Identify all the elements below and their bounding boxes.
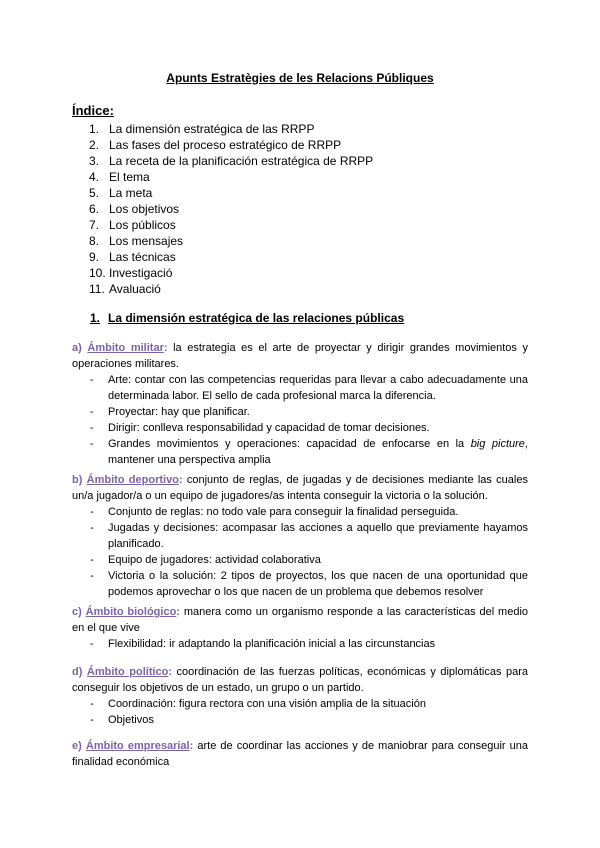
toc-item	[89, 185, 373, 201]
list-item: - Jugadas y decisiones: acompasar las acciones a aquello que previamente hayamos planificado.	[90, 522, 528, 550]
toc-item	[89, 153, 373, 169]
list-item: - Dirigir: conlleva responsabilidad y capacidad de tomar decisiones.	[90, 422, 430, 434]
toc-number: 4.	[89, 170, 100, 184]
bullet-list-d	[72, 696, 528, 728]
toc-item	[89, 121, 373, 137]
label-text: Ámbito empresarial	[85, 740, 190, 752]
section-number: 1.	[90, 311, 101, 325]
list-item: - Equipo de jugadores: actividad colaborativa	[90, 554, 321, 566]
paragraph-c	[72, 604, 528, 636]
toc-item	[89, 265, 373, 281]
section-e	[72, 738, 528, 770]
bullet-text: Proyectar: hay que planificar.	[108, 406, 250, 418]
toc-text: Las técnicas	[109, 250, 176, 264]
label-prefix: c)	[72, 606, 86, 618]
section-title: La dimensión estratégica de las relaciones públicas	[108, 311, 405, 325]
label-c	[72, 606, 180, 618]
document-title: Apunts Estratègies de les Relacions Públiques	[166, 71, 434, 85]
bullet-text-pre: Grandes movimientos y operaciones: capacidad de enfocarse en la	[108, 438, 471, 450]
toc-number: 3.	[89, 154, 100, 168]
toc-text: El tema	[109, 170, 150, 184]
toc-text: Los objetivos	[109, 202, 180, 216]
section-b	[72, 472, 528, 600]
toc-number: 5.	[89, 186, 100, 200]
paragraph-e	[72, 738, 528, 770]
toc-text: Avaluació	[109, 282, 161, 296]
paragraph-b	[72, 472, 528, 504]
bullet-text: Victoria o la solución: 2 tipos de proyectos, los que nacen de una oportunidad que podemos aprovechar o los que nacen de un problema que debemos resolver	[108, 570, 528, 598]
toc-number: 9.	[89, 250, 100, 264]
paragraph-text: manera como un organismo responde a las características del medio en el que vive	[72, 606, 529, 634]
paragraph-text: la estrategia es el arte de proyectar y dirigir grandes movimientos y operaciones militares.	[72, 342, 529, 370]
label-prefix: d)	[72, 666, 87, 678]
label-prefix: b)	[72, 474, 87, 486]
bullet-text: Conjunto de reglas: no todo vale para conseguir la finalidad perseguida.	[108, 506, 459, 518]
toc-item	[89, 233, 373, 249]
label-colon: :	[168, 666, 173, 678]
toc-number: 11.	[89, 282, 105, 296]
toc-item	[89, 281, 373, 297]
label-text: Ámbito biológico	[85, 606, 177, 618]
toc-number: 7.	[89, 218, 100, 232]
list-item: - Conjunto de reglas: no todo vale para conseguir la finalidad perseguida.	[90, 506, 459, 518]
bullet-list-b	[72, 504, 528, 600]
label-colon: :	[163, 342, 168, 354]
list-item: - Flexibilidad: ir adaptando la planificación inicial a las circunstancias	[90, 638, 436, 650]
bullet-list-c	[72, 636, 528, 652]
toc-number: 2.	[89, 138, 100, 152]
label-b	[72, 474, 183, 486]
bullet-list-a	[72, 372, 528, 468]
bullet-text: Equipo de jugadores: actividad colaborativa	[108, 554, 321, 566]
index-heading: Índice:	[72, 103, 114, 118]
toc-number: 8.	[89, 234, 100, 248]
toc-item	[89, 169, 373, 185]
list-item: - Coordinación: figura rectora con una visión amplia de la situación	[90, 698, 426, 710]
section-c	[72, 604, 528, 652]
bullet-text: Dirigir: conlleva responsabilidad y capacidad de tomar decisiones.	[108, 422, 430, 434]
bullet-text: Jugadas y decisiones: acompasar las acciones a aquello que previamente hayamos planificado.	[108, 522, 528, 550]
label-prefix: a)	[72, 342, 88, 354]
table-of-contents	[89, 121, 373, 297]
toc-item	[89, 201, 373, 217]
toc-text: La dimensión estratégica de las RRPP	[109, 122, 315, 136]
toc-item	[89, 137, 373, 153]
section-a	[72, 340, 528, 468]
bullet-text: Coordinación: figura rectora con una visión amplia de la situación	[108, 698, 426, 710]
bullet-text: Objetivos	[108, 714, 154, 726]
toc-text: Los públicos	[109, 218, 176, 232]
label-d	[72, 666, 172, 678]
toc-text: Los mensajes	[109, 234, 184, 248]
toc-number: 10.	[89, 266, 106, 280]
label-prefix: e)	[72, 740, 86, 752]
list-item: - Victoria o la solución: 2 tipos de proyectos, los que nacen de una oportunidad que podemos aprovechar o los que nacen de un problema que debemos resolver	[90, 570, 528, 598]
bullet-text-post: , mantener una perspectiva amplia	[108, 438, 528, 466]
paragraph-d	[72, 664, 528, 696]
label-a	[72, 342, 168, 354]
label-colon: :	[176, 606, 180, 618]
label-colon: :	[189, 740, 194, 752]
list-item: - Proyectar: hay que planificar.	[90, 406, 250, 418]
paragraph-text: arte de coordinar las acciones y de maniobrar para conseguir una finalidad económica	[72, 740, 529, 768]
bullet-text-italic: big picture	[470, 438, 525, 450]
label-text: Ámbito militar	[87, 342, 164, 354]
list-item: - Objetivos	[90, 714, 154, 726]
toc-text: Las fases del proceso estratégico de RRPP	[109, 138, 342, 152]
toc-text: La meta	[109, 186, 153, 200]
bullet-text: Arte: contar con las competencias requeridas para llevar a cabo adecuadamente una determinada labor. El sello de cada profesional marca la diferencia.	[108, 374, 528, 402]
section-heading	[90, 310, 404, 326]
toc-number: 6.	[89, 202, 100, 216]
label-e	[72, 740, 193, 752]
toc-text: Investigació	[109, 266, 173, 280]
toc-text: La receta de la planificación estratégica de RRPP	[109, 154, 374, 168]
label-text: Ámbito deportivo	[86, 474, 179, 486]
section-d	[72, 664, 528, 728]
list-item: - Arte: contar con las competencias requeridas para llevar a cabo adecuadamente una determinada labor. El sello de cada profesional marca la diferencia.	[90, 374, 528, 402]
list-item: - Grandes movimientos y operaciones: capacidad de enfocarse en la big picture, mantener una perspectiva amplia	[90, 438, 528, 466]
paragraph-a	[72, 340, 528, 372]
label-text: Ámbito político	[86, 666, 169, 678]
paragraph-text: coordinación de las fuerzas políticas, económicas y diplomáticas para conseguir los objetivos de un estado, un grupo o un partido.	[72, 666, 528, 694]
toc-number: 1.	[89, 122, 100, 136]
paragraph-text: conjunto de reglas, de jugadas y de decisiones mediante las cuales un/a jugador/a o un equipo de jugadores/as intenta conseguir la victoria o la solución.	[72, 474, 528, 502]
toc-item	[89, 249, 373, 265]
label-colon: :	[178, 474, 183, 486]
toc-item	[89, 217, 373, 233]
bullet-text: Flexibilidad: ir adaptando la planificación inicial a las circunstancias	[108, 638, 436, 650]
